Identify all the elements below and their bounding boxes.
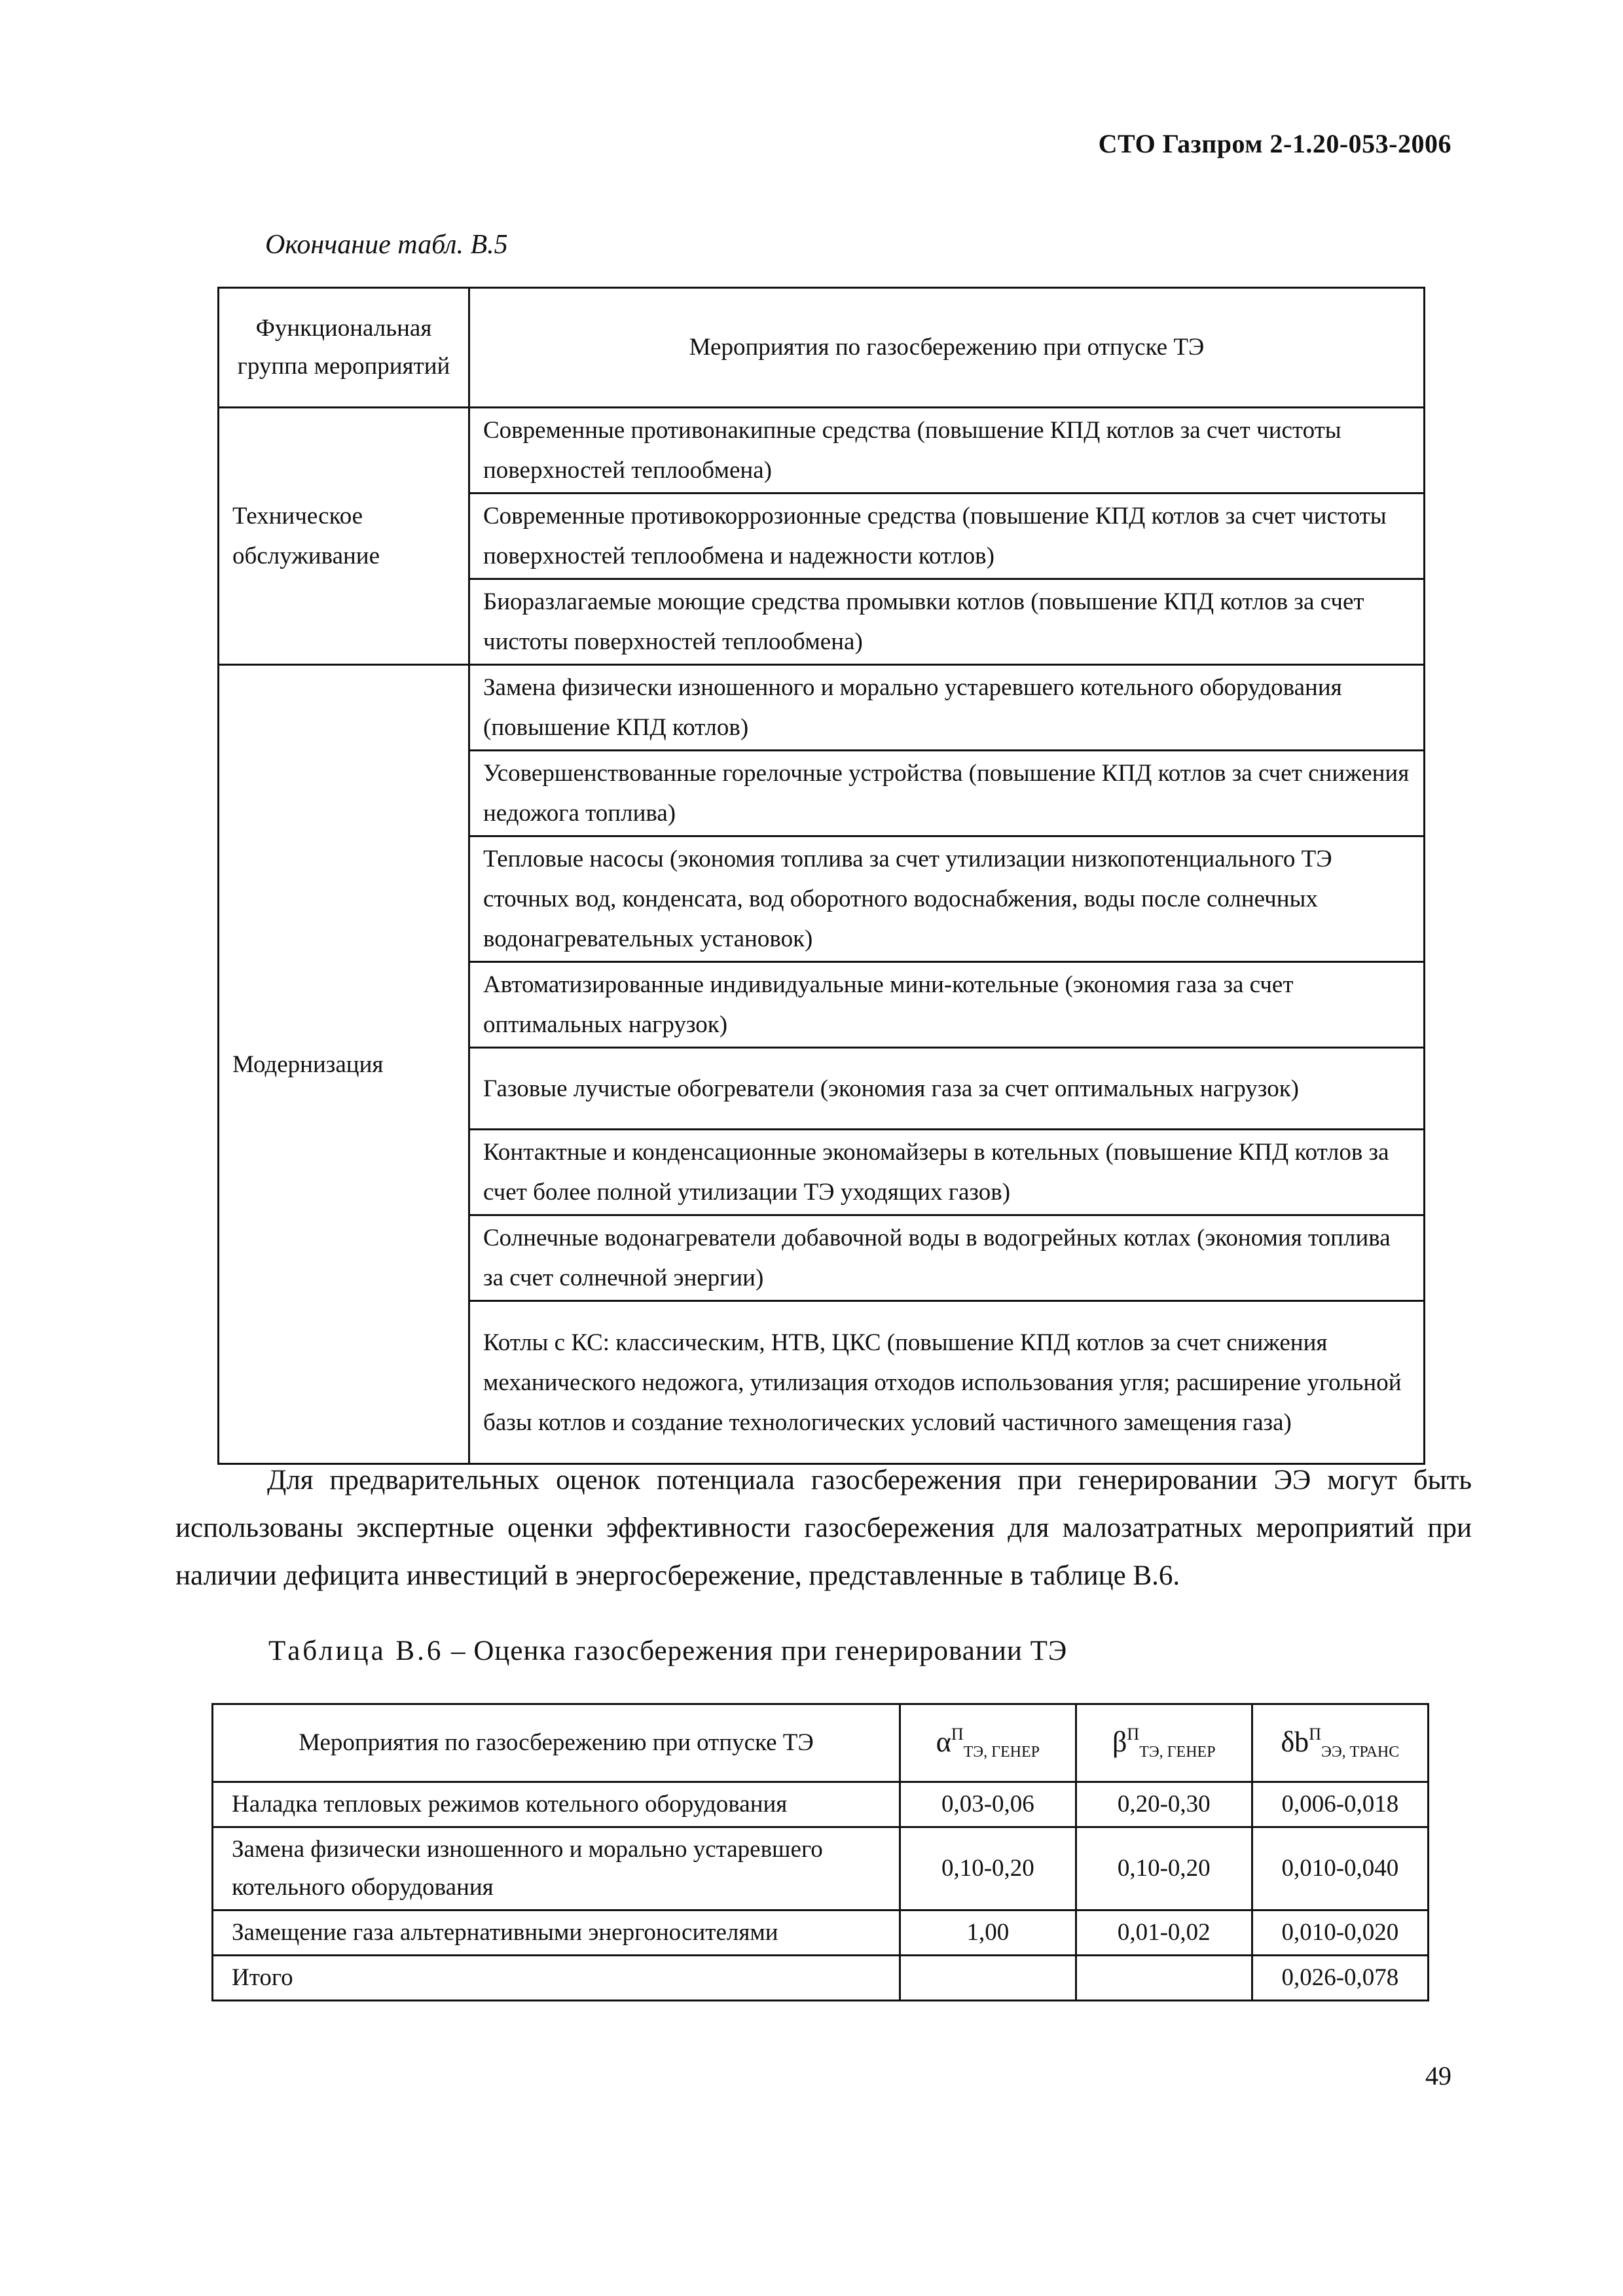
column-header-beta — [1076, 1704, 1252, 1782]
delta-cell: 0,006-0,018 — [1252, 1782, 1428, 1827]
table-header-row — [213, 1704, 1429, 1782]
measure-cell: Наладка тепловых режимов котельного оборудования — [213, 1782, 900, 1827]
table-header-row — [219, 288, 1425, 408]
beta-subscript: ТЭ, ГЕНЕР — [1139, 1743, 1216, 1761]
measure-cell: Современные противокоррозионные средства (повышение КПД котлов за счет чистоты поверхностей теплообмена и надежности котлов) — [469, 493, 1425, 579]
beta-symbol: β — [1112, 1725, 1127, 1758]
alpha-cell — [900, 1956, 1076, 2001]
delta-superscript: П — [1309, 1724, 1321, 1744]
beta-cell: 0,01-0,02 — [1076, 1910, 1252, 1956]
column-header-group: Функциональная группа мероприятий — [219, 288, 469, 408]
table-b5 — [217, 287, 1425, 1465]
group-cell-maintenance: Техническое обслуживание — [219, 408, 469, 665]
body-paragraph — [175, 1456, 1472, 1600]
paragraph-text: Для предварительных оценок потенциала газосбережения при генерировании ЭЭ могут быть использованы экспертные оценки эффективности газосбережения для малозатратных мероприятий при наличии дефицита инвестиций в энергосбережение, представленные в таблице В.6. — [175, 1465, 1472, 1591]
table-row — [213, 1782, 1429, 1827]
column-header-alpha — [900, 1704, 1076, 1782]
alpha-cell: 1,00 — [900, 1910, 1076, 1956]
delta-cell: 0,010-0,040 — [1252, 1827, 1428, 1910]
alpha-cell: 0,03-0,06 — [900, 1782, 1076, 1827]
alpha-superscript: П — [951, 1724, 964, 1744]
measure-cell: Замена физически изношенного и морально устаревшего котельного оборудования — [213, 1827, 900, 1910]
page-number: 49 — [1425, 2061, 1451, 2090]
measure-cell: Контактные и конденсационные экономайзеры в котельных (повышение КПД котлов за счет более полной утилизации ТЭ уходящих газов) — [469, 1130, 1425, 1215]
group-cell-modernization: Модернизация — [219, 665, 469, 1464]
delta-cell: 0,026-0,078 — [1252, 1956, 1428, 2001]
table-b6-caption — [268, 1635, 1067, 1667]
measure-cell: Современные противонакипные средства (повышение КПД котлов за счет чистоты поверхностей теплообмена) — [469, 408, 1425, 493]
alpha-cell: 0,10-0,20 — [900, 1827, 1076, 1910]
delta-subscript: ЭЭ, ТРАНС — [1321, 1743, 1400, 1761]
measure-cell: Итого — [213, 1956, 900, 2001]
measure-cell: Замещение газа альтернативными энергоносителями — [213, 1910, 900, 1956]
beta-superscript: П — [1127, 1724, 1140, 1744]
table-b6-title: – Оценка газосбережения при генерировании ТЭ — [443, 1636, 1068, 1666]
table-row — [213, 1910, 1429, 1956]
alpha-subscript: ТЭ, ГЕНЕР — [963, 1743, 1040, 1761]
measure-cell: Тепловые насосы (экономия топлива за счет утилизации низкопотенциального ТЭ сточных вод, конденсата, вод оборотного водоснабжения, воды после солнечных водонагревательных установок) — [469, 836, 1425, 962]
table-row — [219, 408, 1425, 493]
measure-cell: Усовершенствованные горелочные устройства (повышение КПД котлов за счет снижения недожога топлива) — [469, 751, 1425, 836]
measure-cell: Биоразлагаемые моющие средства промывки котлов (повышение КПД котлов за счет чистоты поверхностей теплообмена) — [469, 579, 1425, 665]
column-header-measures: Мероприятия по газосбережению при отпуске ТЭ — [213, 1704, 900, 1782]
delta-symbol: δb — [1281, 1725, 1309, 1758]
measure-cell: Котлы с КС: классическим, НТВ, ЦКС (повышение КПД котлов за счет снижения механического недожога, утилизация отходов использования угля; расширение угольной базы котлов и создание технологических условий частичного замещения газа) — [469, 1301, 1425, 1464]
table-row-total — [213, 1956, 1429, 2001]
beta-cell: 0,20-0,30 — [1076, 1782, 1252, 1827]
column-header-delta — [1252, 1704, 1428, 1782]
measure-cell: Солнечные водонагреватели добавочной воды в водогрейных котлах (экономия топлива за счет солнечной энергии) — [469, 1215, 1425, 1301]
column-header-measures: Мероприятия по газосбережению при отпуске ТЭ — [469, 288, 1425, 408]
delta-cell: 0,010-0,020 — [1252, 1910, 1428, 1956]
table-row — [213, 1827, 1429, 1910]
table-row — [219, 665, 1425, 751]
alpha-symbol: α — [936, 1725, 951, 1758]
beta-cell — [1076, 1956, 1252, 2001]
measure-cell: Автоматизированные индивидуальные мини-котельные (экономия газа за счет оптимальных нагрузок) — [469, 962, 1425, 1048]
beta-cell: 0,10-0,20 — [1076, 1827, 1252, 1910]
table-b6-label: Таблица В.6 — [268, 1636, 444, 1666]
table-b6 — [211, 1703, 1429, 2001]
table-continuation-caption: Окончание табл. В.5 — [265, 230, 508, 260]
document-code: СТО Газпром 2-1.20-053-2006 — [1098, 129, 1451, 158]
measure-cell: Газовые лучистые обогреватели (экономия газа за счет оптимальных нагрузок) — [469, 1048, 1425, 1130]
measure-cell: Замена физически изношенного и морально устаревшего котельного оборудования (повышение КПД котлов) — [469, 665, 1425, 751]
